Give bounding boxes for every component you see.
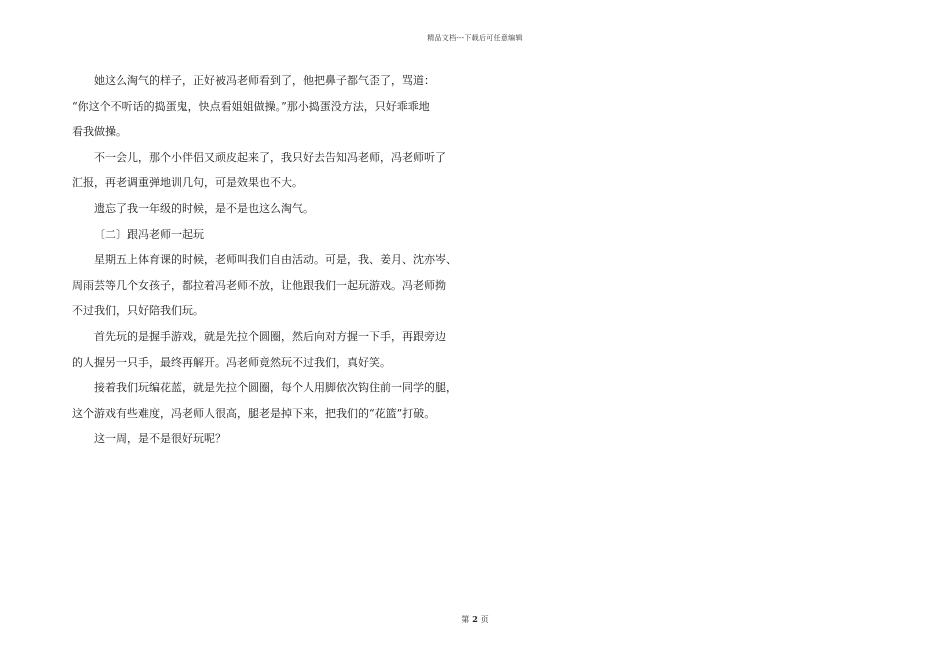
paragraph-line: 星期五上体育课的时候，老师叫我们自由活动。可是，我、姜月、沈亦岑、 bbox=[94, 253, 457, 267]
page-number-suffix: 页 bbox=[480, 615, 489, 624]
paragraph-line: 看我做操。 bbox=[72, 125, 127, 139]
paragraph-line: 这一周，是不是很好玩呢？ bbox=[94, 432, 226, 446]
paragraph-line: 遗忘了我一年级的时候，是不是也这么淘气。 bbox=[94, 201, 314, 215]
section-heading: 〔二〕跟冯老师一起玩 bbox=[94, 227, 204, 241]
paragraph-line: “你这个不听话的捣蛋鬼，快点看姐姐做操。”那小捣蛋没方法，只好乖乖地 bbox=[72, 99, 430, 113]
paragraph-line: 接着我们玩编花蓝，就是先拉个圆圈，每个人用脚依次钩住前一同学的腿， bbox=[94, 381, 457, 395]
paragraph-line: 的人握另一只手，最终再解开。冯老师竟然玩不过我们，真好笑。 bbox=[72, 355, 391, 369]
page-number bbox=[0, 614, 950, 625]
paragraph-line: 不一会儿，那个小伴侣又顽皮起来了，我只好去告知冯老师，冯老师听了 bbox=[94, 150, 446, 164]
page-number-value: 2 bbox=[472, 614, 478, 624]
paragraph-line: 不过我们，只好陪我们玩。 bbox=[72, 304, 204, 318]
header-note: 精品文档---下载后可任意编辑 bbox=[427, 34, 523, 42]
paragraph-line: 这个游戏有些难度，冯老师人很高，腿老是掉下来，把我们的“花篮”打破。 bbox=[72, 406, 436, 420]
paragraph-line: 汇报，再老调重弹地训几句，可是效果也不大。 bbox=[72, 176, 303, 190]
paragraph-line: 她这么淘气的样子，正好被冯老师看到了，他把鼻子都气歪了，骂道： bbox=[94, 74, 435, 87]
paragraph-line: 周雨芸等几个女孩子，都拉着冯老师不放，让他跟我们一起玩游戏。冯老师拗 bbox=[72, 278, 446, 292]
document-body bbox=[72, 68, 472, 452]
page-number-prefix: 第 bbox=[461, 615, 470, 624]
paragraph-line: 首先玩的是握手游戏，就是先拉个圆圈，然后向对方握一下手，再跟旁边 bbox=[94, 329, 446, 343]
